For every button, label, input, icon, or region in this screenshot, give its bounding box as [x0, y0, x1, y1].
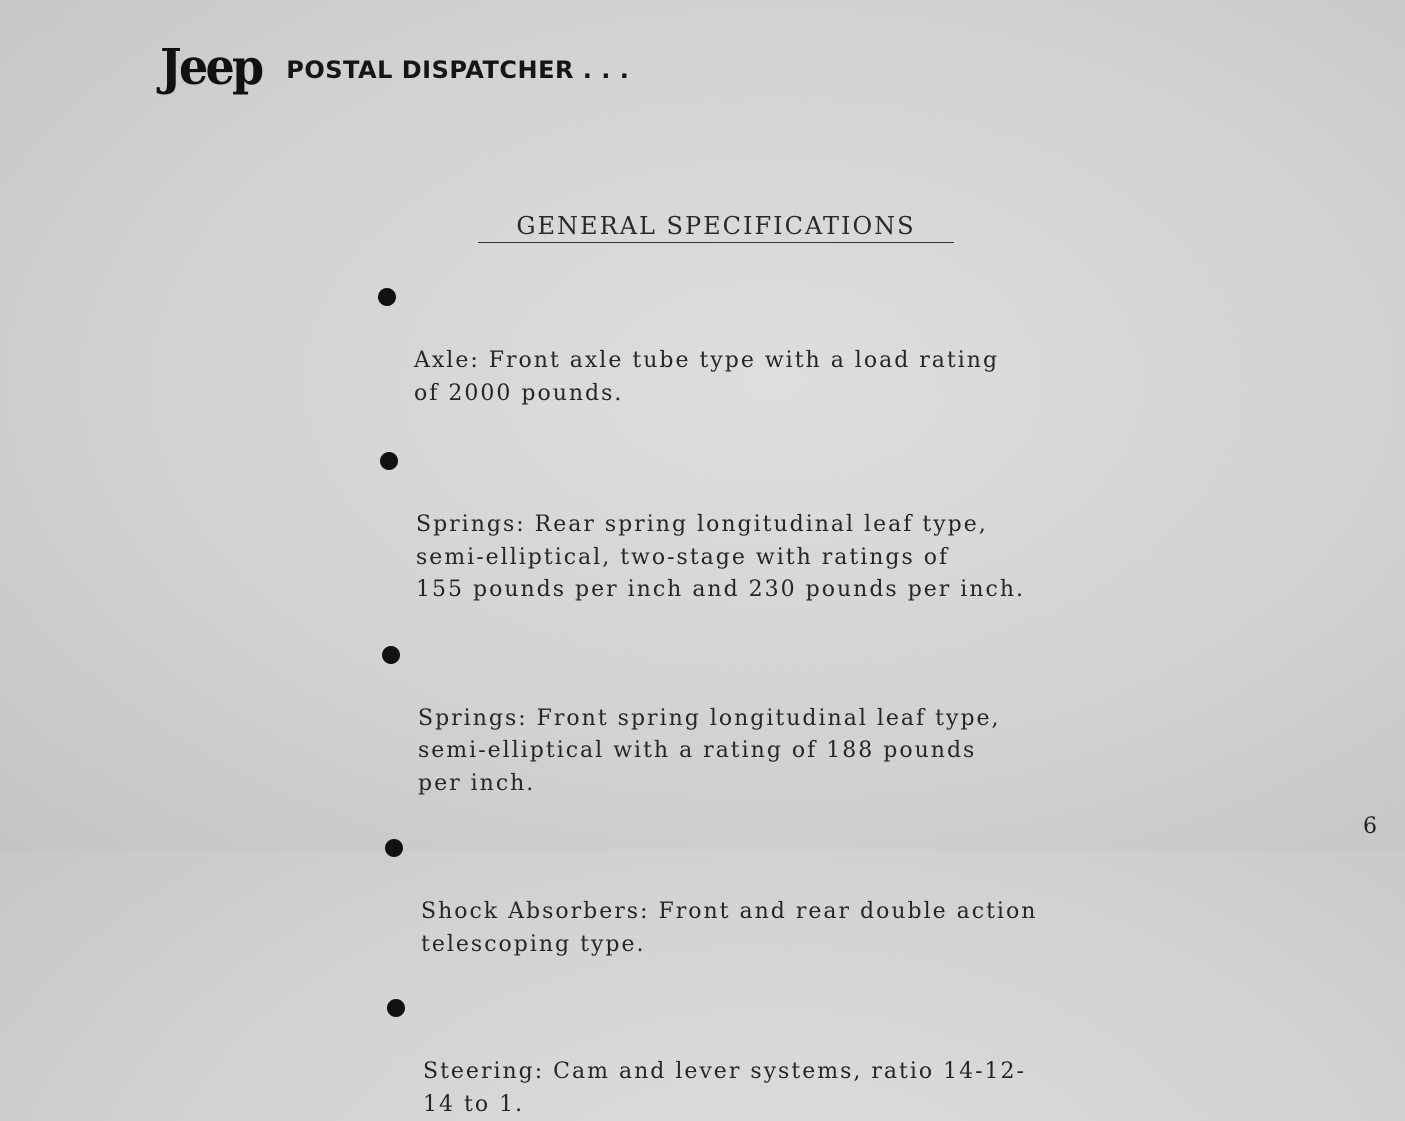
spec-item: [378, 280, 1118, 410]
bullet-icon: [378, 288, 396, 306]
bullet-icon: [385, 839, 403, 857]
spec-text: Steering: Cam and lever systems, ratio 14-12- 14 to 1.: [423, 1059, 1026, 1117]
brand-header: [160, 38, 629, 96]
spec-item: [382, 638, 1118, 801]
bullet-icon: [387, 999, 405, 1017]
jeep-logo: Jeep: [160, 37, 262, 96]
header-title: POSTAL DISPATCHER . . .: [286, 56, 630, 84]
spec-text: Springs: Front spring longitudinal leaf type, semi-elliptical with a rating of 188 pounds per inch.: [418, 705, 1001, 796]
spec-text: Springs: Rear spring longitudinal leaf type, semi-elliptical, two-stage with ratings of 155 pounds per inch and 230 pounds per inch.: [416, 512, 1025, 602]
bullet-icon: [382, 646, 400, 664]
section-title: GENERAL SPECIFICATIONS: [478, 212, 954, 243]
spec-item: [387, 991, 1118, 1121]
spec-text: Shock Absorbers: Front and rear double action telescoping type.: [421, 899, 1038, 957]
spec-item: [380, 444, 1118, 607]
spec-item: [385, 831, 1118, 961]
page-number: 6: [1363, 814, 1377, 839]
spec-text: Axle: Front axle tube type with a load rating of 2000 pounds.: [414, 348, 1000, 406]
bullet-icon: [380, 452, 398, 470]
spec-list: [378, 280, 1118, 1121]
